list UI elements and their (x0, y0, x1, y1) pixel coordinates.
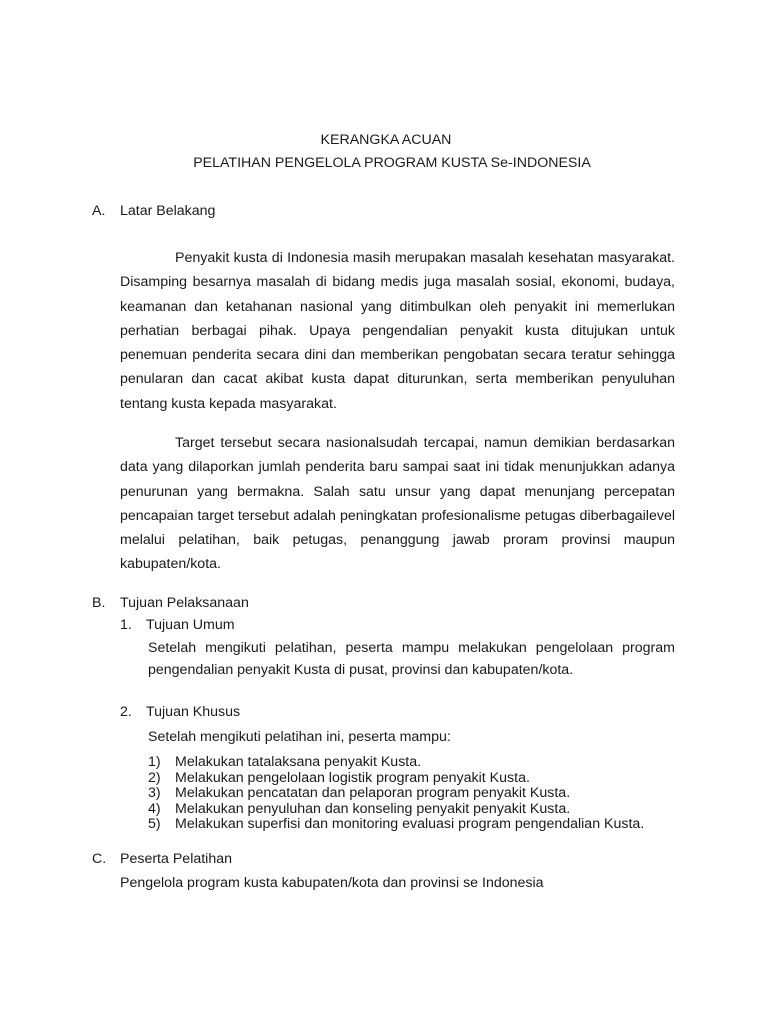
list-item (148, 771, 644, 787)
subsection-2-title: Tujuan Khusus (146, 704, 241, 720)
list-item-text: Melakukan tatalaksana penyakit Kusta. (175, 754, 422, 770)
list-item (148, 786, 644, 802)
section-b-title: Tujuan Pelaksanaan (120, 595, 249, 611)
list-item (148, 755, 644, 771)
section-b-letter: B. (92, 595, 106, 611)
subsection-2-number: 2. (120, 704, 132, 720)
list-item-number: 4) (148, 800, 161, 817)
list-item (148, 817, 644, 833)
section-a-paragraph-1: Penyakit kusta di Indonesia masih merupakan masalah kesehatan masyarakat. Disamping besarnya masalah di bidang medis juga masalah sosial, ekonomi, budaya, keamanan dan ketahanan nasional yang ditimbulkan oleh penyakit ini memerlukan perhatian berbagai pihak. Upaya pengendalian penyakit kusta ditujukan untuk penemuan penderita secara dini dan memberikan pengobatan secara teratur sehingga penularan dan cacat akibat kusta dapat diturunkan, serta memberikan penyuluhan tentang kusta kepada masyarakat. (120, 250, 675, 412)
list-item-text: Melakukan penyuluhan dan konseling penyakit penyakit Kusta. (175, 800, 571, 817)
section-a-letter: A. (92, 203, 106, 219)
subsection-2-text: Setelah mengikuti pelatihan ini, peserta mampu: (148, 729, 451, 745)
document-subtitle: PELATIHAN PENGELOLA PROGRAM KUSTA Se-INDONESIA (193, 155, 591, 171)
subsection-1-text: Setelah mengikuti pelatihan, peserta mampu melakukan pengelolaan program pengendalian penyakit Kusta di pusat, provinsi dan kabupaten/kota. (148, 640, 675, 678)
section-a-title: Latar Belakang (120, 203, 216, 219)
section-c-title: Peserta Pelatihan (120, 851, 232, 867)
list-item-number: 3) (148, 785, 161, 802)
objectives-list (148, 755, 644, 833)
list-item-text: Melakukan pengelolaan logistik program penyakit Kusta. (175, 769, 530, 786)
list-item (148, 802, 644, 818)
section-c-letter: C. (92, 851, 107, 867)
subsection-1-title: Tujuan Umum (146, 617, 235, 633)
list-item-number: 2) (148, 769, 161, 786)
list-item-number: 5) (148, 816, 161, 833)
section-a-paragraph-2: Target tersebut secara nasionalsudah tercapai, namun demikian berdasarkan data yang dilaporkan jumlah penderita baru sampai saat ini tidak menunjukkan adanya penurunan yang bermakna. Salah satu unsur yang dapat menunjang percepatan pencapaian target tersebut adalah peningkatan profesionalisme petugas diberbagailevel melalui pelatihan, baik petugas, penanggung jawab proram provinsi maupun kabupaten/kota. (120, 435, 675, 573)
list-item-number: 1) (148, 754, 161, 770)
subsection-1-number: 1. (120, 617, 132, 633)
list-item-text: Melakukan superfisi dan monitoring evaluasi program pengendalian Kusta. (175, 816, 645, 833)
list-item-text: Melakukan pencatatan dan pelaporan program penyakit Kusta. (175, 785, 571, 802)
document-title: KERANGKA ACUAN (320, 132, 452, 148)
section-c-text: Pengelola program kusta kabupaten/kota dan provinsi se Indonesia (120, 875, 544, 891)
